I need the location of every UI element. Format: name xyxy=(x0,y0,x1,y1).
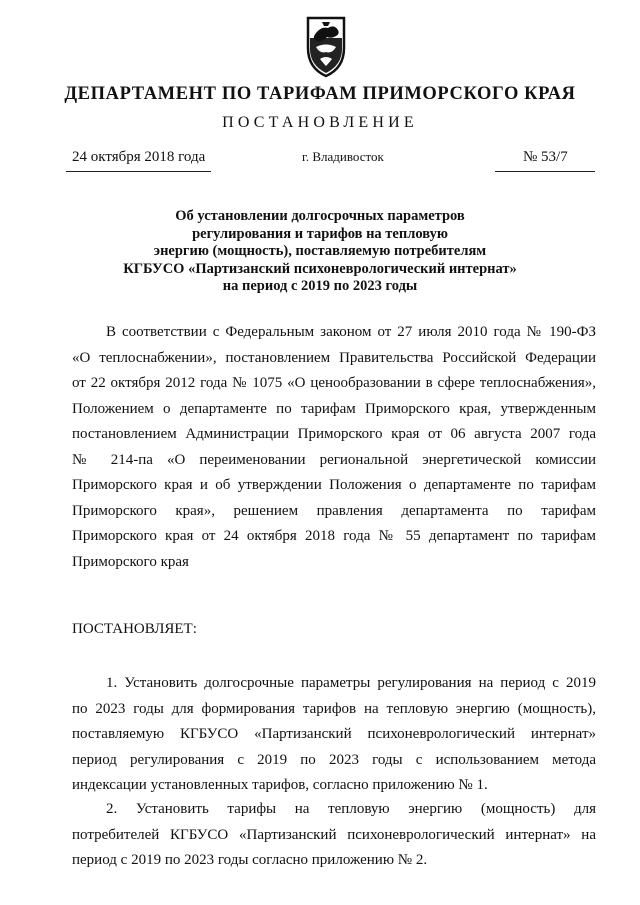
coat-of-arms-tiger-icon xyxy=(298,14,354,78)
text-line: Приморского края xyxy=(72,553,189,570)
text-line: Положением о департаменте по тарифам Приморского края, утвержденным xyxy=(72,400,596,417)
text-line: Приморского края и об утверждении Положения о департаменте по тарифам xyxy=(72,477,596,493)
text-line: постановлением Администрации Приморского края от 06 августа 2007 года xyxy=(72,426,596,442)
text-line: «О теплоснабжении», постановлением Правительства Российской Федерации xyxy=(72,349,596,366)
text-line: индексации установленных тарифов, согласно приложению № 1. xyxy=(72,777,488,793)
preamble-paragraph xyxy=(72,320,596,575)
item-2-paragraph xyxy=(72,797,596,874)
text-line: по 2023 годы для формирования тарифов на тепловую энергию (мощность), xyxy=(72,700,596,717)
text-line: 1. Установить долгосрочные параметры регулирования на период с 2019 xyxy=(106,675,596,691)
document-number: № 53/7 xyxy=(523,149,568,165)
document-city: г. Владивосток xyxy=(302,149,384,164)
resolve-heading: ПОСТАНОВЛЯЕТ: xyxy=(72,621,197,637)
document-subject xyxy=(90,208,550,296)
text-line: 2. Установить тарифы на тепловую энергию (мощность) для xyxy=(106,801,596,817)
text-line: от 22 октября 2012 года № 1075 «О ценообразовании в сфере теплоснабжения», xyxy=(72,375,596,391)
subject-line: КГБУСО «Партизанский психоневрологический интернат» xyxy=(123,260,517,277)
department-title: ДЕПАРТАМЕНТ ПО ТАРИФАМ ПРИМОРСКОГО КРАЯ xyxy=(64,84,576,104)
document-date: 24 октября 2018 года xyxy=(72,149,206,165)
document-type: ПОСТАНОВЛЕНИЕ xyxy=(222,114,418,131)
text-line: период с 2019 по 2023 годы согласно приложению № 2. xyxy=(72,852,428,868)
text-line: поставляемую КГБУСО «Партизанский психоневрологический интернат» xyxy=(72,726,596,742)
text-line: № 214-па «О переименовании региональной энергетической комиссии xyxy=(72,451,596,468)
text-line: Приморского края», решением правления департамента по тарифам xyxy=(72,502,596,519)
subject-line: Об установлении долгосрочных параметров xyxy=(175,208,465,224)
subject-line: на период с 2019 по 2023 годы xyxy=(222,278,418,294)
text-line: потребителей КГБУСО «Партизанский психоневрологический интернат» на xyxy=(72,826,596,843)
number-underline xyxy=(495,171,595,172)
date-underline xyxy=(66,171,211,172)
text-line: Приморского края от 24 октября 2018 года № 55 департамент по тарифам xyxy=(72,528,596,544)
text-line: период регулирования с 2019 по 2023 годы с использованием метода xyxy=(72,751,596,768)
subject-line: энергию (мощность), поставляемую потребителям xyxy=(153,243,487,259)
text-line: В соответствии с Федеральным законом от 27 июля 2010 года № 190-ФЗ xyxy=(106,324,596,340)
subject-line: регулирования и тарифов на тепловую xyxy=(192,225,448,242)
item-1-paragraph xyxy=(72,671,596,799)
